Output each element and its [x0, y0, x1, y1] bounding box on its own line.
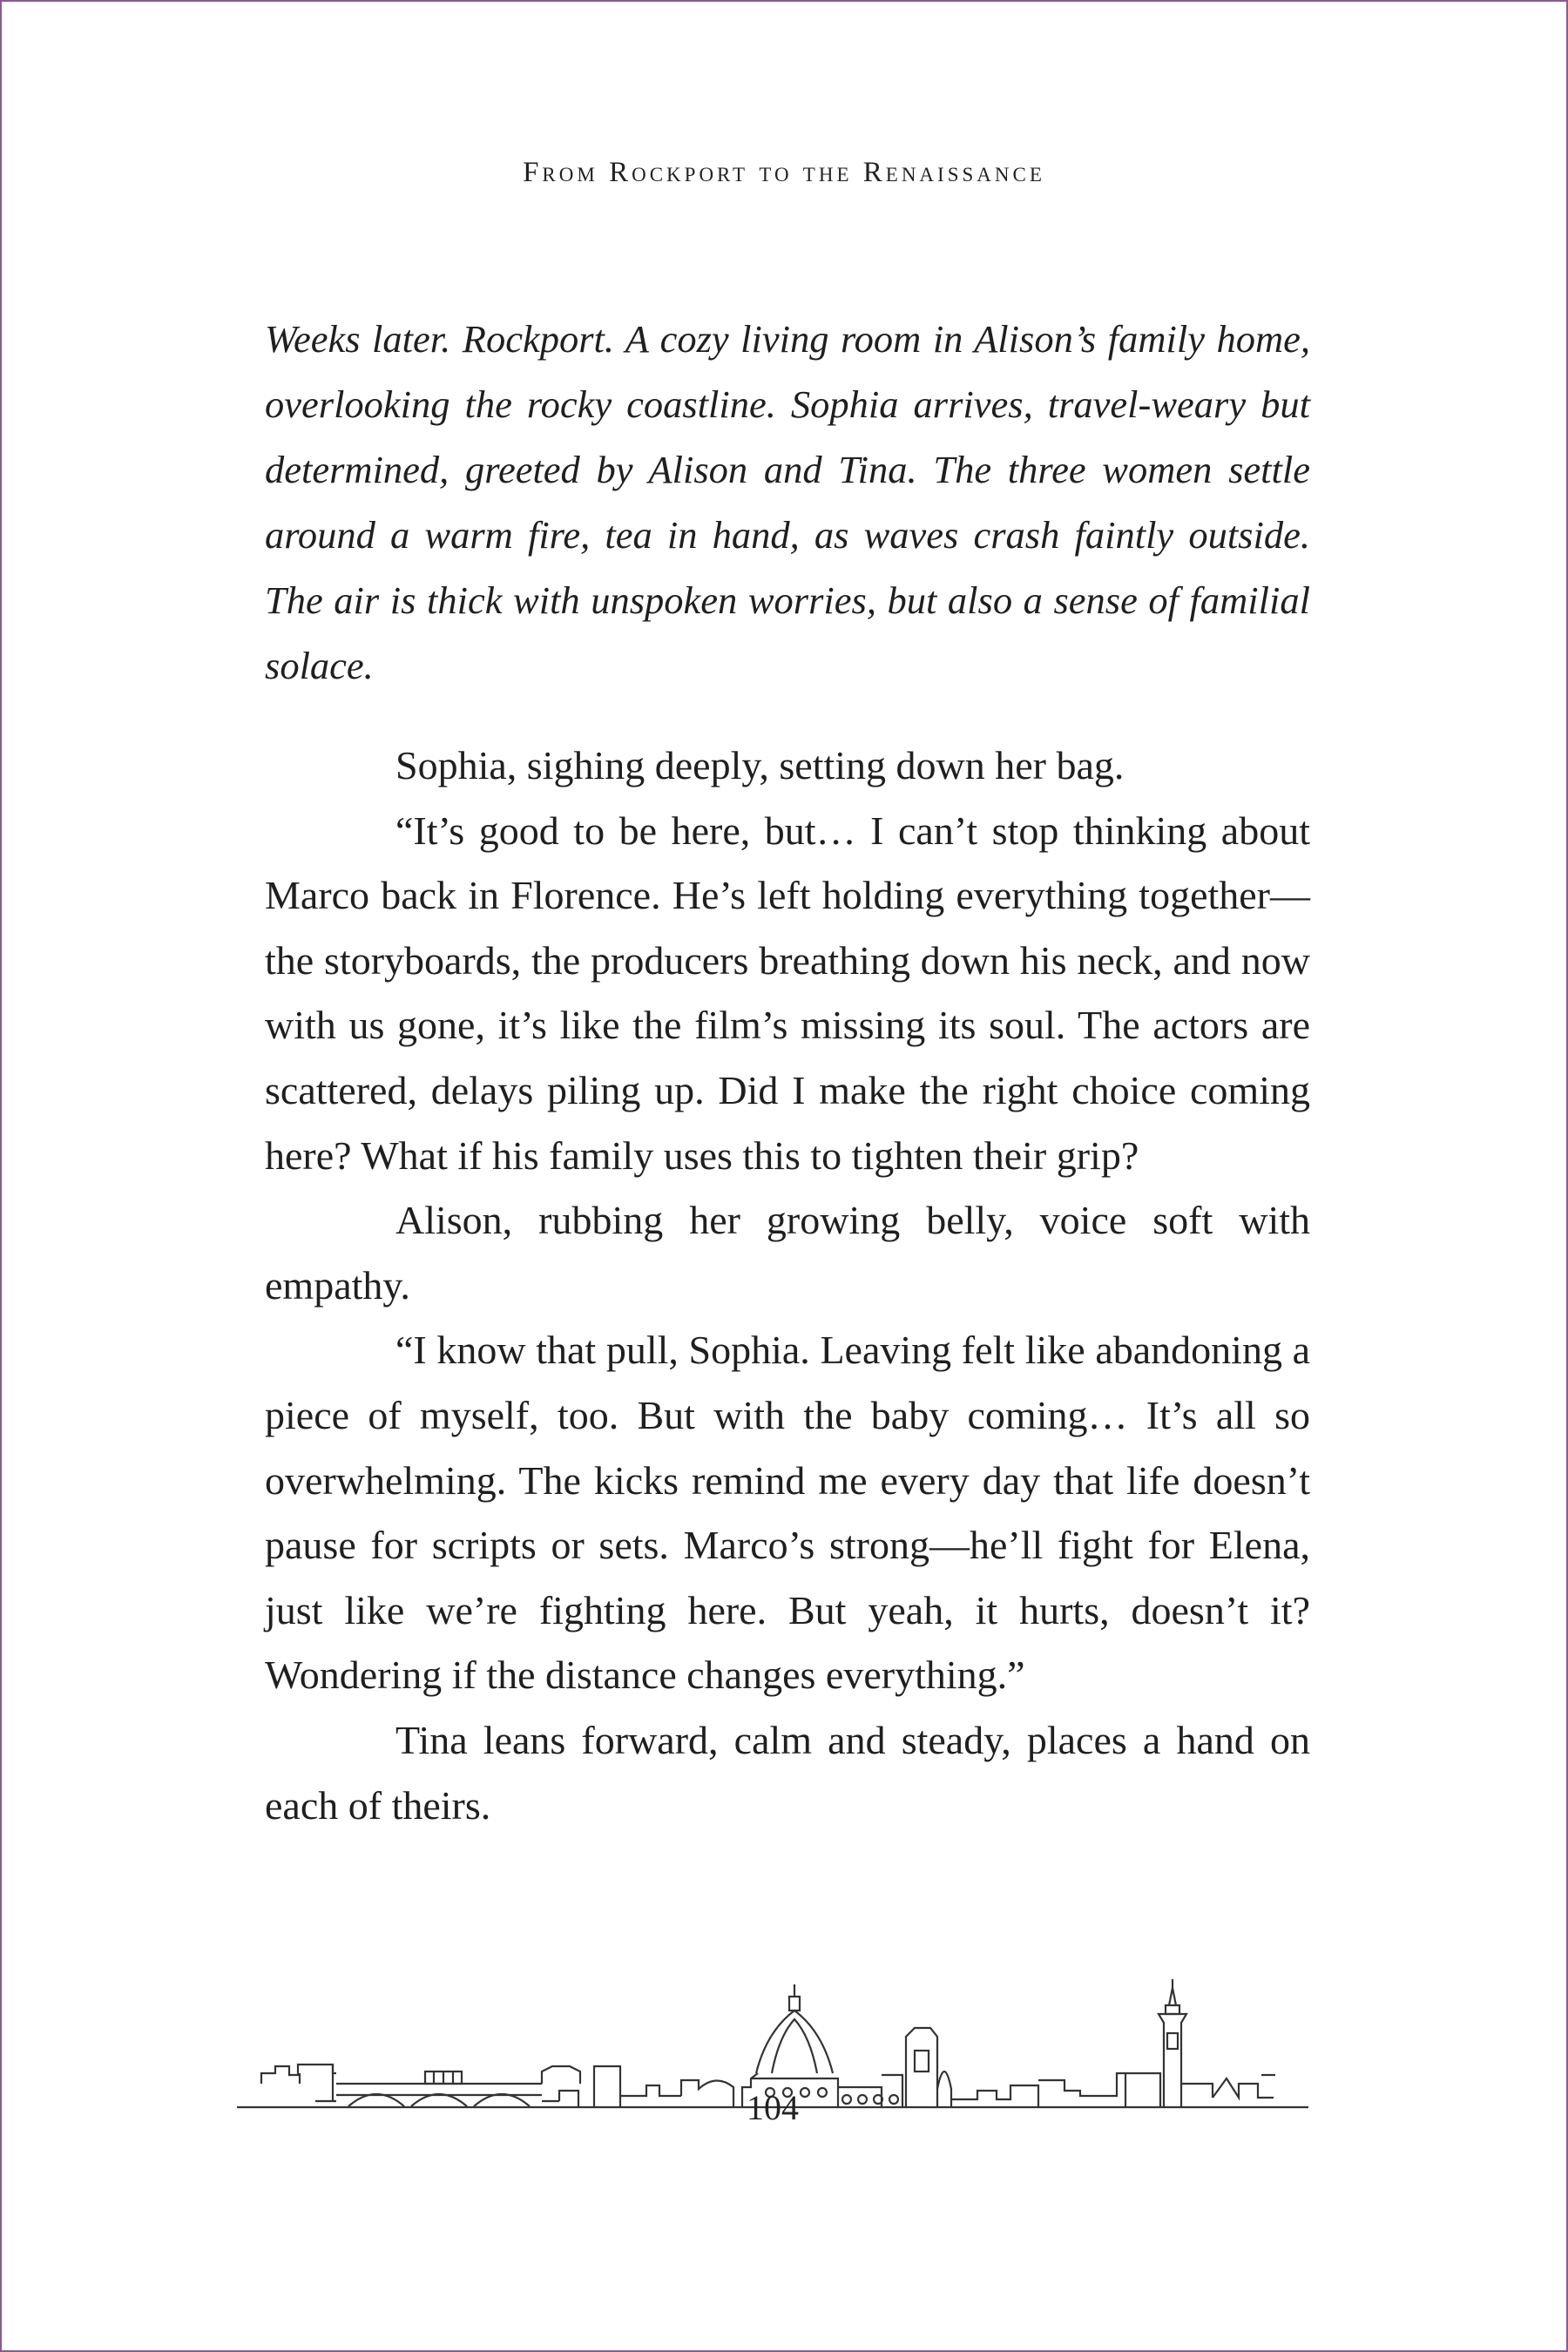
- paragraph-4: “I know that pull, Sophia. Leaving felt like abandoning a piece of myself, too. But with the baby coming… It’s all so overwhelming. The kicks remind me every day that life doesn’t pause for scripts or sets. Marco’s strong—he’ll fight for Elena, just like we’re fighting here. But yeah, it hurts, doesn’t it? Wondering if the distance changes everything.”: [265, 1328, 1310, 1698]
- paragraph-2: “It’s good to be here, but… I can’t stop thinking about Marco back in Florence. He’s left holding everything together—the storyboards, the producers breathing down his neck, and now with us gone, it’s like the film’s missing its soul. The actors are scattered, delays piling up. Did I make the right choice coming here? What if his family uses this to tighten their grip?: [265, 808, 1310, 1178]
- paragraph-5: Tina leans forward, calm and steady, places a hand on each of theirs.: [265, 1717, 1310, 1828]
- paragraph-1: Sophia, sighing deeply, setting down her bag.: [395, 743, 1125, 787]
- paragraph-3: Alison, rubbing her growing belly, voice soft with empathy.: [265, 1198, 1310, 1308]
- florence-skyline-icon: [237, 1901, 1308, 2214]
- running-title: From Rockport to the Renaissance: [523, 157, 1045, 188]
- page-footer: [237, 1901, 1308, 2214]
- page-number: 104: [747, 2088, 799, 2127]
- stage-direction: Weeks later. Rockport. A cozy living room in Alison’s family home, overlooking the rocky coastline. Sophia arrives, travel-weary but determined, greeted by Alison and Tina. The three women settle around a warm fire, tea in hand, as waves crash faintly outside. The air is thick with unspoken worries, but also a sense of familial solace.: [265, 317, 1310, 687]
- page-body: [265, 307, 1310, 1838]
